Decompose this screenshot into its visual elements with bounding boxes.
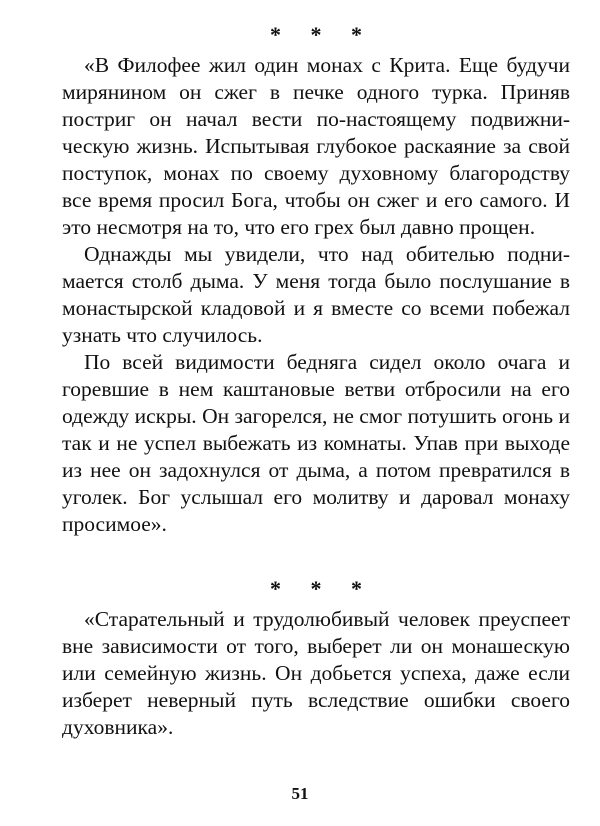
section-separator-1: * * * (270, 22, 374, 47)
paragraph-1-2: Однажды мы увидели, что над обителью поднимается столб дыма. У меня тогда было послушание в монастырской кладовой и я вместе со всеми побежал узнать что случилось. (62, 242, 570, 347)
paragraph-1-1: «В Филофее жил один монах с Крита. Еще будучи мирянином он сжег в печке одного турка. Приняв постриг он начал вести по-настоящему подвижническую жизнь. Испытывая глубокое раскаяние за свой поступок, монах по своему духовному благородству все время просил Бога, чтобы он сжег и его самого. И это несмотря на то, что его грех был давно прощен. (62, 53, 570, 239)
paragraph-2-1: «Старательный и трудолюбивый человек преуспеет вне зависимости от того, выберет ли он монашескую или семейную жизнь. Он добьется успеха, даже если изберет неверный путь вследствие ошибки своего духовника». (62, 607, 570, 739)
section-separator-2: * * * (270, 576, 374, 601)
paragraph-1-3: По всей видимости бедняга сидел около очага и горевшие в нем каштановые ветви отбросили на его одежду искры. Он загорелся, не смог потушить огонь и так и не успел выбежать из комнаты. Упав при выходе из нее он задохнулся от дыма, а потом превратился в уголек. Бог услышал его молитву и даровал монаху просимое». (62, 350, 570, 536)
page-body (62, 20, 570, 741)
page-number: 51 (291, 784, 309, 803)
